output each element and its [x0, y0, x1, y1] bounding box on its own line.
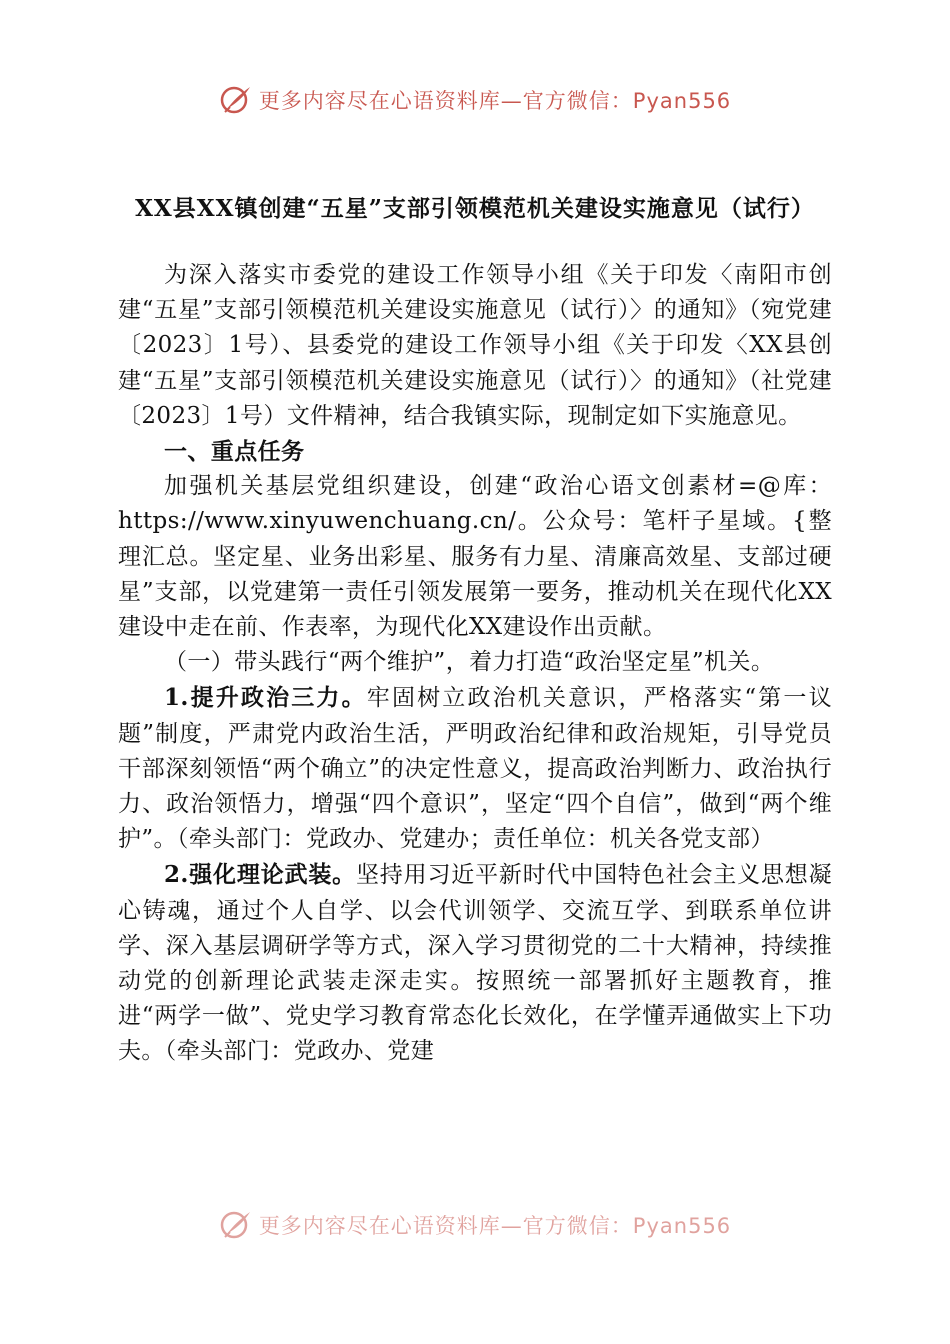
item-1-lead: 1.提升政治三力。: [164, 684, 367, 712]
document-title: XX县XX镇创建“五星”支部引领模范机关建设实施意见（试行）: [135, 195, 815, 222]
item-2-paragraph: [118, 857, 832, 1069]
key-tasks-paragraph: 加强机关基层党组织建设，创建“政治心语文创素材=@库：https://www.xinyuwenchuang.cn/。公众号：笔杆子星域。{整理汇总。坚定星、业务出彩星、服务有力星、清廉高效星、支部过硬星”支部，以党建第一责任引领发展第一要务，推动机关在现代化XX建设中走在前、作表率，为现代化XX建设作出贡献。: [118, 473, 832, 641]
watermark-text: 更多内容尽在心语资料库—官方微信：Pyan556: [258, 89, 732, 113]
watermark-banner-top: [0, 80, 950, 120]
document-body: [118, 258, 832, 1070]
quill-logo-icon: [219, 83, 253, 117]
watermark-banner-bottom: [0, 1205, 950, 1245]
section-heading-key-tasks: 一、重点任务: [164, 438, 305, 466]
item-1-body: 牢固树立政治机关意识，严格落实“第一议题”制度，严肃党内政治生活，严明政治纪律和政治规矩，引导党员干部深刻领悟“两个确立”的决定性意义，提高政治判断力、政治执行力、政治领悟力，增强“四个意识”，坚定“四个自信”，做到“两个维护”。（牵头部门：党政办、党建办；责任单位：机关各党支部）: [118, 685, 832, 853]
subsection-heading-1: （一）带头践行“两个维护”，着力打造“政治坚定星”机关。: [164, 649, 775, 676]
item-2-body: 坚持用习近平新时代中国特色社会主义思想凝心铸魂，通过个人自学、以会代训领学、交流互学、到联系单位讲学、深入基层调研学等方式，深入学习贯彻党的二十大精神，持续推动党的创新理论武装走深走实。按照统一部署抓好主题教育，推进“两学一做”、党史学习教育常态化长效化，在学懂弄通做实上下功夫。（牵头部门：党政办、党建: [118, 862, 832, 1065]
item-2-lead: 2.强化理论武装。: [164, 861, 356, 889]
quill-logo-icon: [219, 1208, 253, 1242]
intro-paragraph: 为深入落实市委党的建设工作领导小组《关于印发〈南阳市创建“五星”支部引领模范机关建设实施意见（试行）〉的通知》（宛党建〔2023〕1号）、县委党的建设工作领导小组《关于印发〈XX县创建“五星”支部引领模范机关建设实施意见（试行）〉的通知》（社党建〔2023〕1号）文件精神，结合我镇实际，现制定如下实施意见。: [118, 262, 832, 429]
watermark-text: 更多内容尽在心语资料库—官方微信：Pyan556: [258, 1214, 732, 1238]
item-1-paragraph: [118, 680, 832, 857]
